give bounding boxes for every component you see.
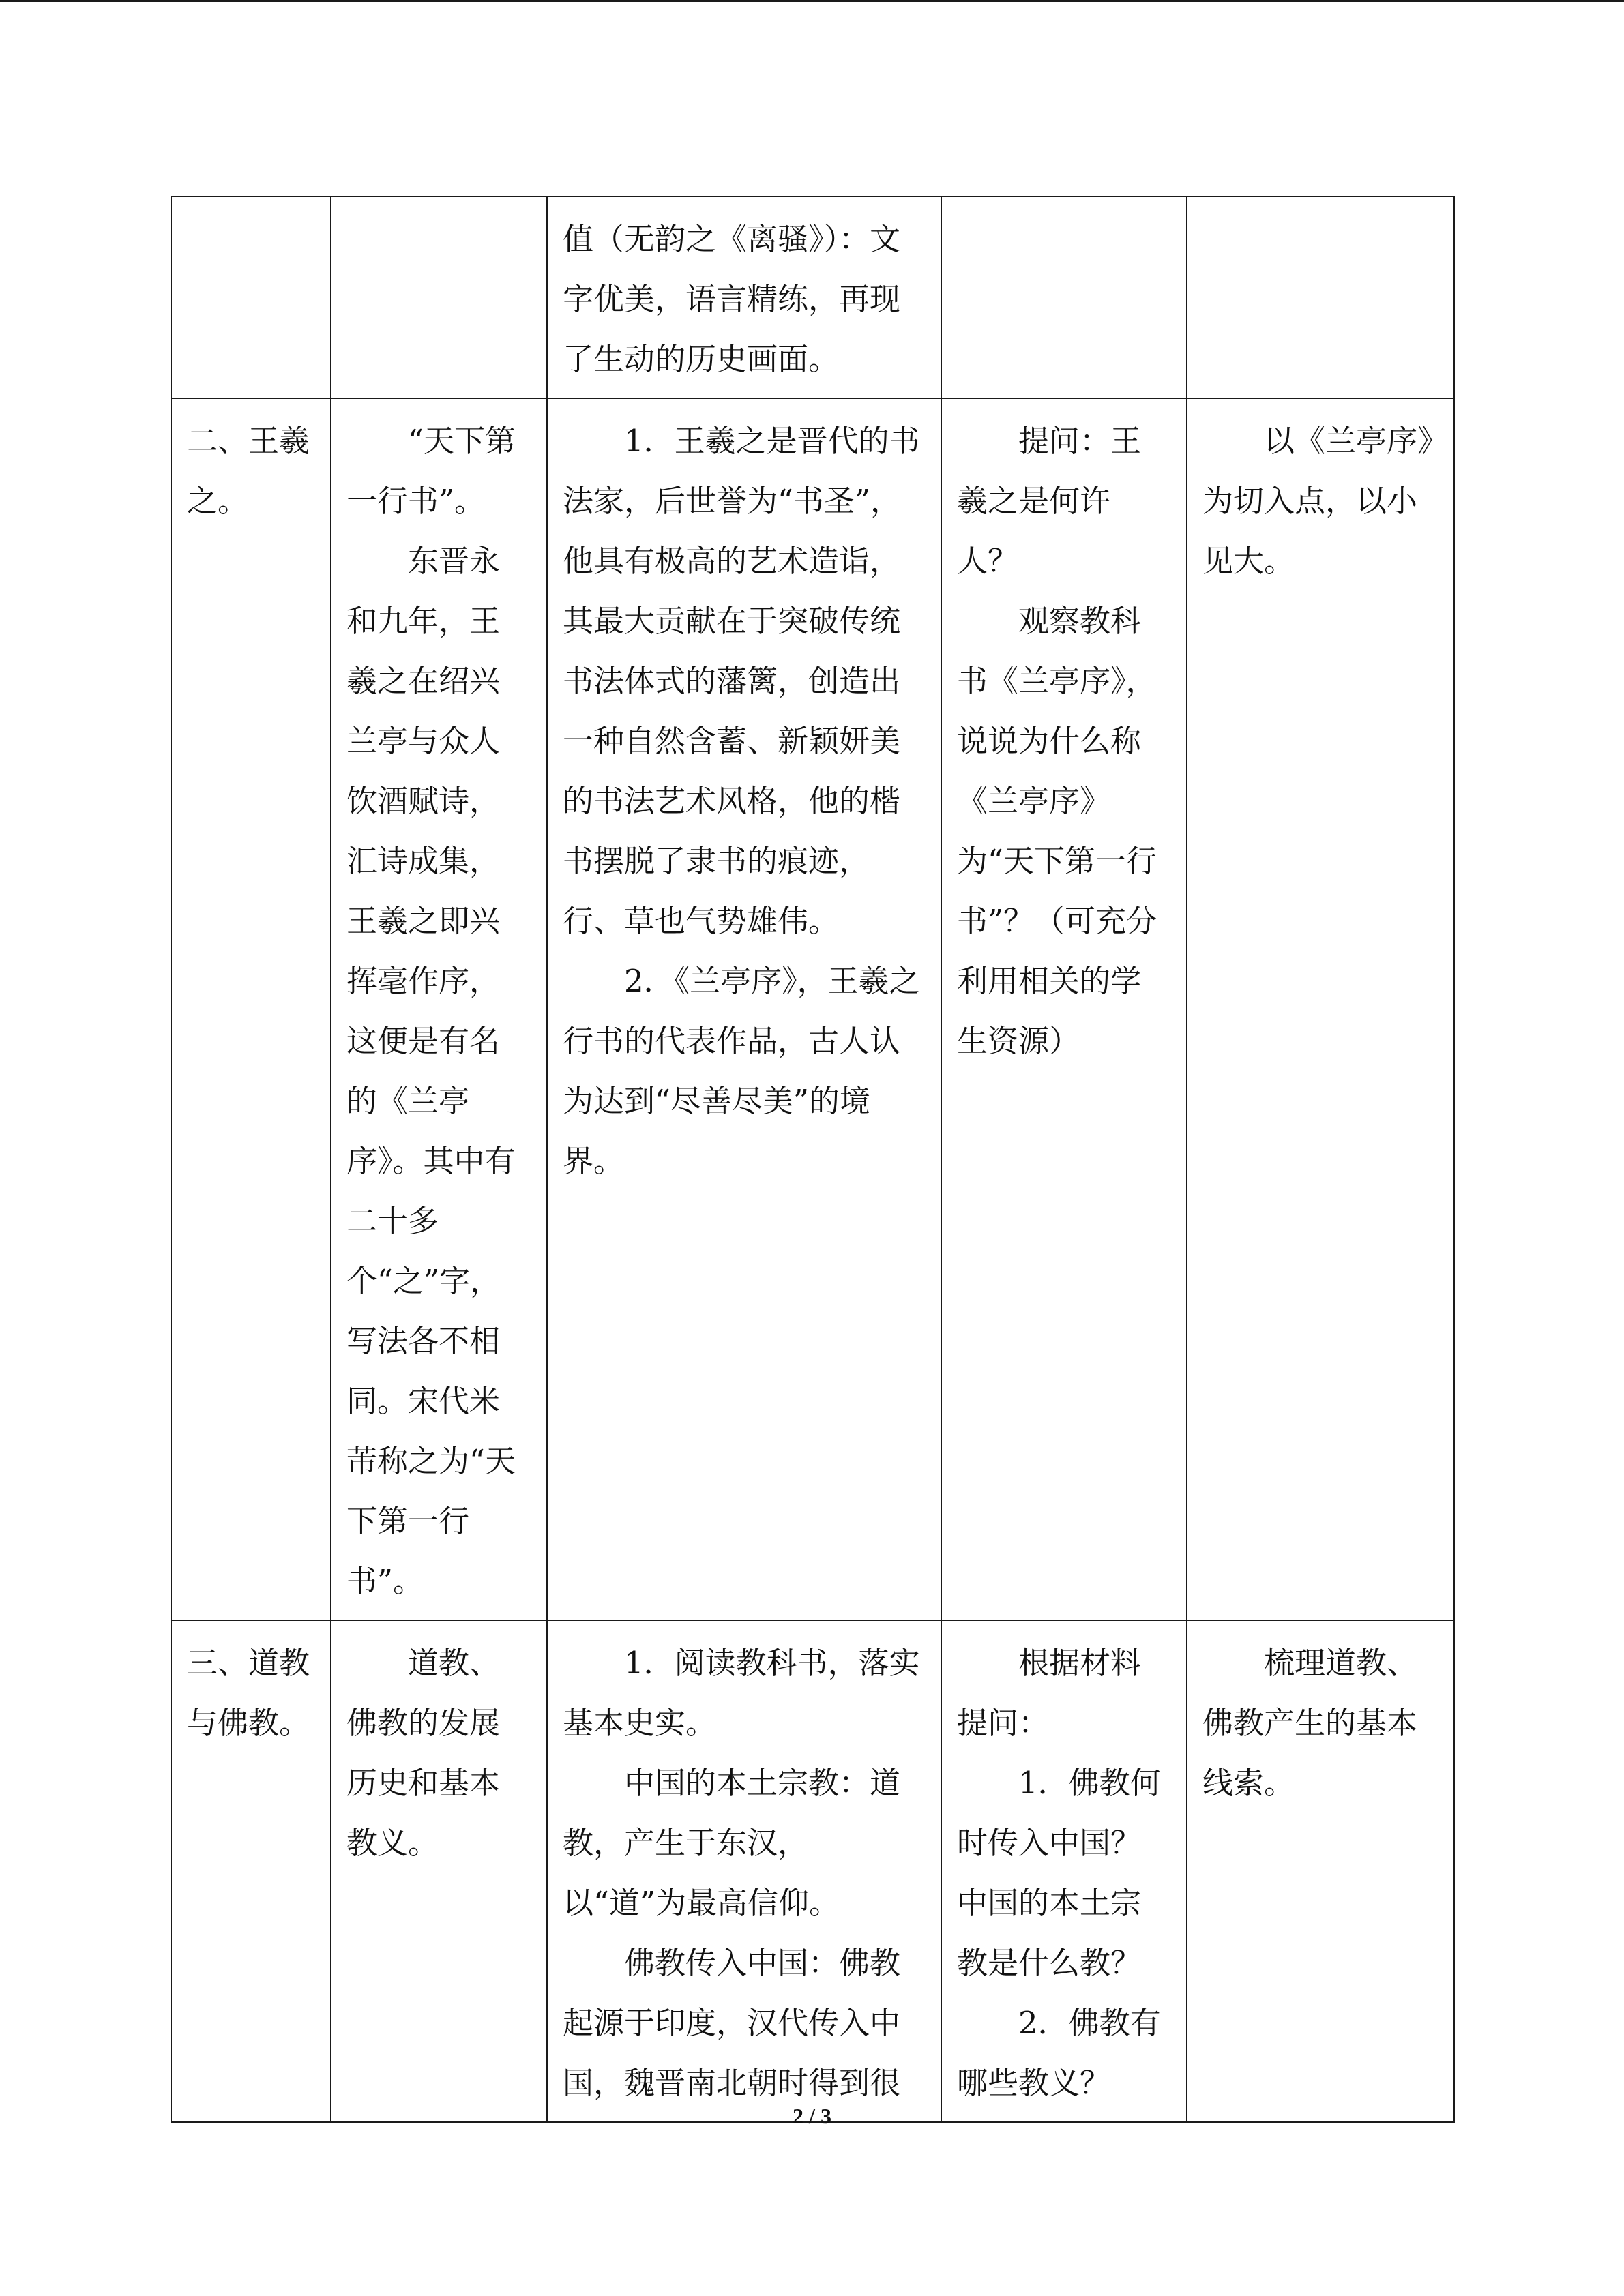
- cell-activity: [941, 398, 1187, 1620]
- paragraph: 1．王羲之是晋代的书法家，后世誉为“书圣”，他具有极高的艺术造诣，其最大贡献在于突破传统书法体式的藩篱，创造出一种自然含蓄、新颖妍美的书法艺术风格，他的楷书摆脱了隶书的痕迹，行、草也气势雄伟。: [563, 423, 920, 939]
- cell-detail: [547, 196, 941, 398]
- cell-topic: [171, 1620, 331, 2122]
- paragraph: 三、道教与佛教。: [187, 1645, 310, 1741]
- cell-intent: [1187, 196, 1454, 398]
- paragraph: 佛教传入中国：佛教起源于印度，汉代传入中国，魏晋南北朝时得到很: [563, 1945, 901, 2101]
- paragraph: 观察教科书《兰亭序》，说说为什么称《兰亭序》为“天下第一行书”？（可充分利用相关的学生资源）: [957, 603, 1157, 1059]
- paragraph: 中国的本土宗教：道教，产生于东汉，以“道”为最高信仰。: [563, 1765, 901, 1921]
- paragraph: 1．佛教何时传入中国？中国的本土宗教是什么教？: [957, 1765, 1161, 1981]
- paragraph: 东晋永和九年，王羲之在绍兴兰亭与众人饮酒赋诗，汇诗成集，王羲之即兴挥毫作序，这便是有名的《兰亭序》。其中有二十多个“之”字，写法各不相同。宋代米芾称之为“天下第一行书”。: [346, 543, 516, 1599]
- cell-content: [331, 1620, 547, 2122]
- paragraph: 值（无韵之《离骚》）：文字优美，语言精练，再现了生动的历史画面。: [563, 221, 901, 377]
- cell-topic: [171, 196, 331, 398]
- paragraph: 二、王羲之。: [187, 423, 310, 519]
- cell-detail: [547, 398, 941, 1620]
- lesson-plan-table: [171, 196, 1455, 2123]
- cell-activity: [941, 1620, 1187, 2122]
- paragraph: 根据材料提问：: [957, 1645, 1142, 1741]
- paragraph: 2．佛教有哪些教义？: [957, 2005, 1161, 2101]
- top-border-line: [0, 0, 1624, 2]
- cell-detail: [547, 1620, 941, 2122]
- paragraph: 道教、佛教的发展历史和基本教义。: [346, 1645, 501, 1861]
- paragraph: 提问：王羲之是何许人？: [957, 423, 1142, 579]
- cell-intent: [1187, 1620, 1454, 2122]
- table-row: [171, 196, 1454, 398]
- cell-topic: [171, 398, 331, 1620]
- paragraph: 以《兰亭序》为切入点，以小见大。: [1202, 423, 1433, 579]
- paragraph: “天下第一行书”。: [346, 423, 516, 519]
- cell-content: [331, 398, 547, 1620]
- paragraph: 1．阅读教科书，落实基本史实。: [563, 1645, 920, 1741]
- cell-content: [331, 196, 547, 398]
- table-row: [171, 398, 1454, 1620]
- page-number: 2 / 3: [793, 2104, 831, 2128]
- table-row: [171, 1620, 1454, 2122]
- cell-activity: [941, 196, 1187, 398]
- paragraph: 2．《兰亭序》，王羲之行书的代表作品，古人认为达到“尽善尽美”的境界。: [563, 963, 920, 1179]
- paragraph: 梳理道教、佛教产生的基本线索。: [1202, 1645, 1418, 1801]
- cell-intent: [1187, 398, 1454, 1620]
